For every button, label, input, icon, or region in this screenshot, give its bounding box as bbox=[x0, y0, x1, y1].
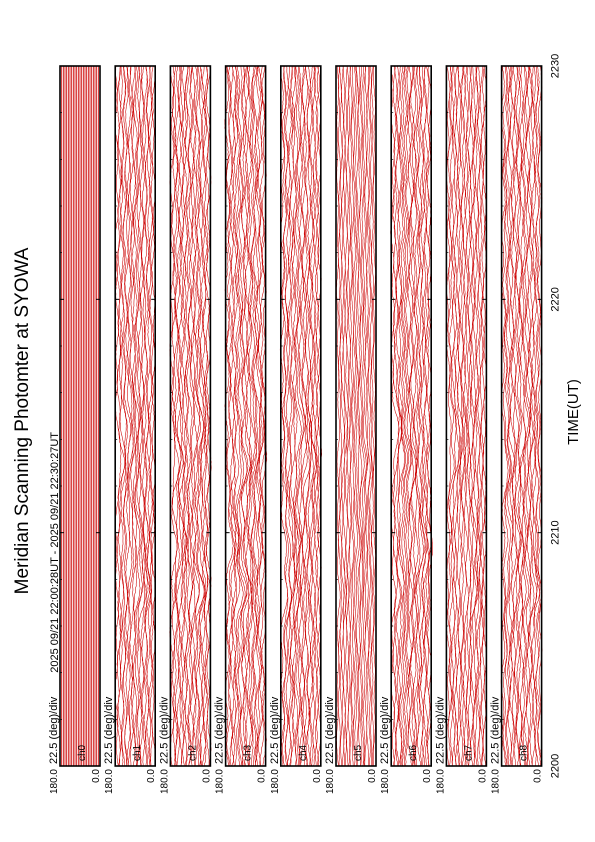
trace-line bbox=[470, 66, 477, 766]
y-tick-label-max: 180.0 bbox=[214, 769, 226, 795]
chart-subtitle: 2025 09/21 22:00:28UT - 2025 09/21 22:30:27UT bbox=[49, 432, 61, 673]
trace-line bbox=[285, 66, 293, 766]
panel-ch0 bbox=[48, 66, 102, 794]
chart-title: Meridian Scanning Photomter at SYOWA bbox=[12, 247, 33, 595]
x-tick-label: 2210 bbox=[549, 520, 562, 545]
y-tick-label-min: 0.0 bbox=[91, 769, 102, 783]
y-tick-label-min: 0.0 bbox=[422, 769, 434, 783]
channel-label: ch3 bbox=[242, 744, 254, 761]
panel-ch7 bbox=[434, 66, 488, 794]
channel-label: ch4 bbox=[297, 744, 309, 761]
panels-group bbox=[48, 66, 544, 794]
y-tick-label-min: 0.0 bbox=[367, 769, 378, 783]
y-tick-label-max: 180.0 bbox=[49, 769, 60, 795]
y-tick-label-max: 180.0 bbox=[325, 769, 336, 795]
y-tick-label-max: 180.0 bbox=[269, 769, 281, 795]
trace-line bbox=[336, 66, 340, 766]
scale-label: 22.5 (deg)/div bbox=[213, 696, 226, 764]
trace-line bbox=[479, 66, 483, 766]
x-tick-label: 2220 bbox=[549, 287, 562, 312]
channel-label: ch8 bbox=[518, 744, 530, 761]
y-tick-label-min: 0.0 bbox=[146, 769, 158, 783]
chart-root bbox=[12, 54, 582, 794]
x-tick-labels bbox=[550, 54, 562, 778]
scale-label: 22.5 (deg)/div bbox=[158, 696, 171, 764]
channel-label: ch0 bbox=[77, 744, 88, 761]
trace-line bbox=[121, 66, 127, 766]
y-tick-label-max: 180.0 bbox=[380, 769, 392, 795]
panel-frame bbox=[336, 66, 376, 766]
panel-ch3 bbox=[214, 66, 268, 794]
y-tick-label-max: 180.0 bbox=[490, 769, 502, 795]
trace-line bbox=[363, 66, 367, 766]
scale-label: 22.5 (deg)/div bbox=[103, 696, 116, 764]
trace-line bbox=[528, 66, 534, 766]
y-tick-label-min: 0.0 bbox=[311, 769, 323, 783]
trace-line bbox=[146, 66, 151, 766]
trace-line bbox=[368, 66, 371, 766]
scale-label: 22.5 (deg)/div bbox=[379, 696, 392, 764]
scale-label: 22.5 (deg)/div bbox=[268, 696, 281, 764]
panel-ch2 bbox=[158, 66, 212, 794]
y-tick-label-max: 180.0 bbox=[104, 769, 116, 795]
y-tick-label-min: 0.0 bbox=[532, 769, 544, 783]
panel-ch4 bbox=[269, 66, 323, 794]
x-tick-label: 2200 bbox=[549, 753, 562, 779]
trace-line bbox=[518, 66, 530, 766]
scale-label: 22.5 (deg)/div bbox=[324, 696, 336, 764]
scale-label: 22.5 (deg)/div bbox=[489, 696, 502, 764]
x-tick-label: 2230 bbox=[549, 53, 562, 79]
y-tick-label-min: 0.0 bbox=[201, 769, 213, 783]
panel-ch1 bbox=[103, 66, 157, 794]
trace-line bbox=[142, 66, 148, 766]
channel-label: ch7 bbox=[463, 744, 475, 761]
y-tick-label-max: 180.0 bbox=[159, 769, 171, 795]
channel-label: ch2 bbox=[187, 744, 199, 761]
y-tick-label-min: 0.0 bbox=[256, 769, 268, 783]
panel-ch6 bbox=[379, 66, 433, 794]
scale-label: 22.5 (deg)/div bbox=[48, 696, 60, 764]
x-axis-label: TIME(UT) bbox=[565, 379, 582, 445]
channel-label: ch1 bbox=[132, 744, 144, 761]
y-tick-label-min: 0.0 bbox=[477, 769, 489, 783]
channel-label: ch5 bbox=[353, 744, 364, 761]
trace-line bbox=[240, 66, 249, 766]
trace-line bbox=[116, 66, 124, 766]
y-tick-label-max: 180.0 bbox=[435, 769, 447, 795]
trace-line bbox=[305, 66, 312, 766]
scale-label: 22.5 (deg)/div bbox=[434, 696, 447, 764]
channel-label: ch6 bbox=[408, 744, 420, 761]
trace-line bbox=[448, 66, 454, 766]
panel-ch8 bbox=[490, 66, 544, 794]
panel-ch5 bbox=[324, 66, 378, 794]
trace-line bbox=[296, 66, 304, 766]
